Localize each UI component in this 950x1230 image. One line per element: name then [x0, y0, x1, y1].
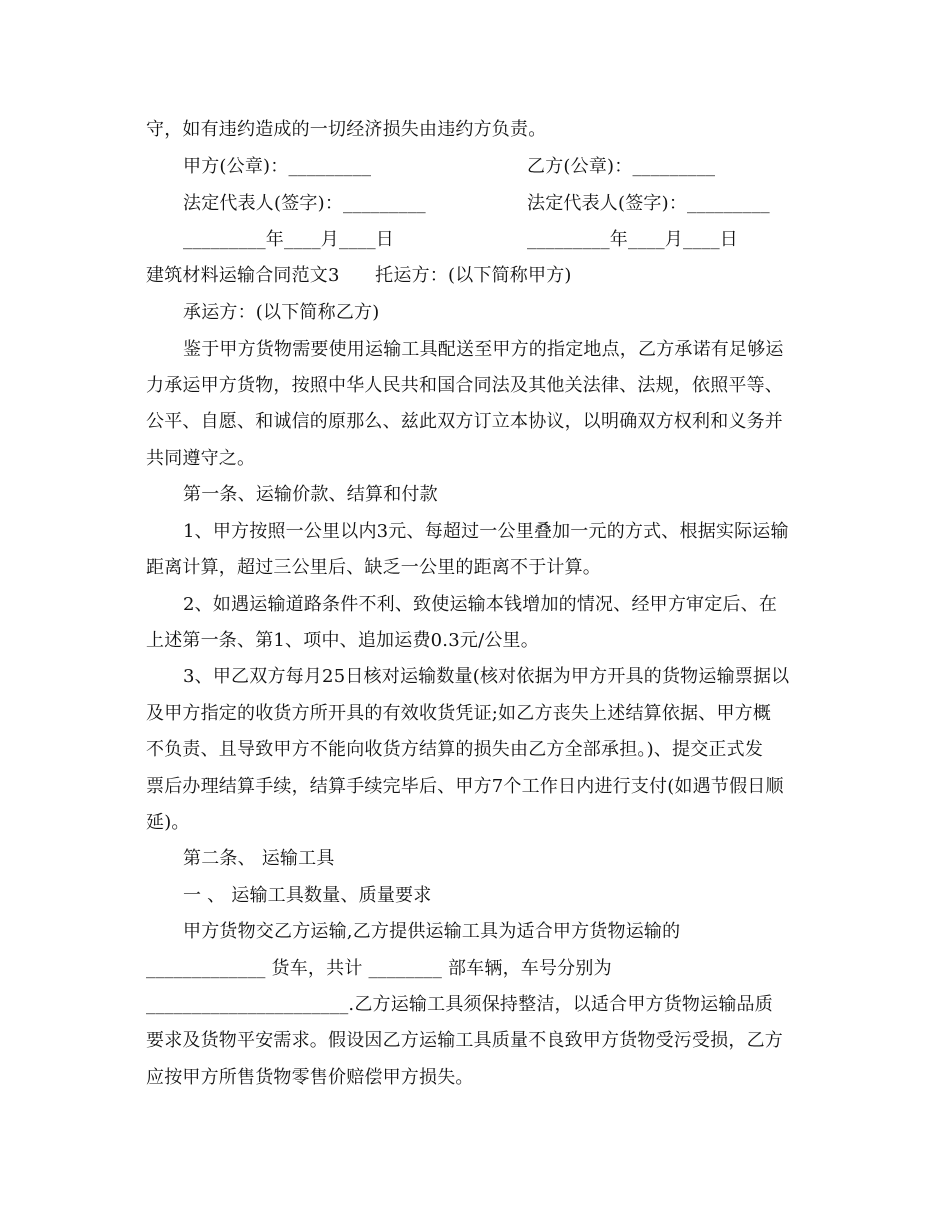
party-b-representative-field: 法定代表人(签字)：_________ [527, 193, 770, 214]
party-a-representative-field: 法定代表人(签字)：_________ [183, 193, 426, 214]
text-line: 守，如有违约造成的一切经济损失由违约方负责。 [146, 119, 547, 140]
party-a-date-field: _________年____月____日 [183, 229, 394, 250]
paragraph-line: 1、甲方按照一公里以内3元、每超过一公里叠加一元的方式、根据实际运输 [183, 521, 789, 542]
paragraph-line: 力承运甲方货物，按照中华人民共和国合同法及其他关法律、法规，依照平等、 [146, 375, 783, 396]
paragraph-line: 上述第一条、第1、项中、追加运费0.3元/公里。 [146, 630, 539, 651]
paragraph-line: 鉴于甲方货物需要使用运输工具配送至甲方的指定地点，乙方承诺有足够运 [183, 339, 784, 360]
paragraph-line: _____________ 货车，共计 ________ 部车辆，车号分别为 [146, 958, 612, 979]
paragraph-line: 共同遵守之。 [146, 448, 256, 469]
party-b-seal-field: 乙方(公章)：_________ [527, 156, 716, 177]
party-b-date-field: _________年____月____日 [527, 229, 738, 250]
section-title: 建筑材料运输合同范文3 托运方：(以下简称甲方) [146, 265, 572, 286]
paragraph-line: 票后办理结算手续，结算手续完毕后、甲方7个工作日内进行支付(如遇节假日顺 [146, 776, 784, 797]
paragraph-line: 距离计算，超过三公里后、缺乏一公里的距离不于计算。 [146, 557, 601, 578]
subsection-heading: 一 、 运输工具数量、质量要求 [183, 885, 432, 906]
paragraph-line: ______________________.乙方运输工具须保持整洁，以适合甲方货物运输品质 [146, 994, 773, 1015]
paragraph-line: 公平、自愿、和诚信的原那么、兹此双方订立本协议，以明确双方权利和义务并 [146, 411, 783, 432]
paragraph-line: 要求及货物平安需求。假设因乙方运输工具质量不良致甲方货物受污受损，乙方 [146, 1030, 783, 1051]
paragraph-line: 不负责、且导致甲方不能向收货方结算的损失由乙方全部承担。)、提交正式发 [146, 739, 764, 760]
text-line: 承运方：(以下简称乙方) [183, 302, 380, 323]
party-a-seal-field: 甲方(公章)：_________ [183, 156, 372, 177]
paragraph-line: 3、甲乙双方每月25日核对运输数量(核对依据为甲方开具的货物运输票据以 [183, 666, 790, 687]
article-heading: 第二条、 运输工具 [183, 848, 335, 869]
article-heading: 第一条、运输价款、结算和付款 [183, 484, 438, 505]
paragraph-line: 延)。 [146, 812, 190, 833]
paragraph-line: 及甲方指定的收货方所开具的有效收货凭证;如乙方丧失上述结算依据、甲方概 [146, 703, 772, 724]
paragraph-line: 甲方货物交乙方运输,乙方提供运输工具为适合甲方货物运输的 [183, 921, 681, 942]
paragraph-line: 2、如遇运输道路条件不利、致使运输本钱增加的情况、经甲方审定后、在 [183, 594, 778, 615]
paragraph-line: 应按甲方所售货物零售价赔偿甲方损失。 [146, 1067, 474, 1088]
